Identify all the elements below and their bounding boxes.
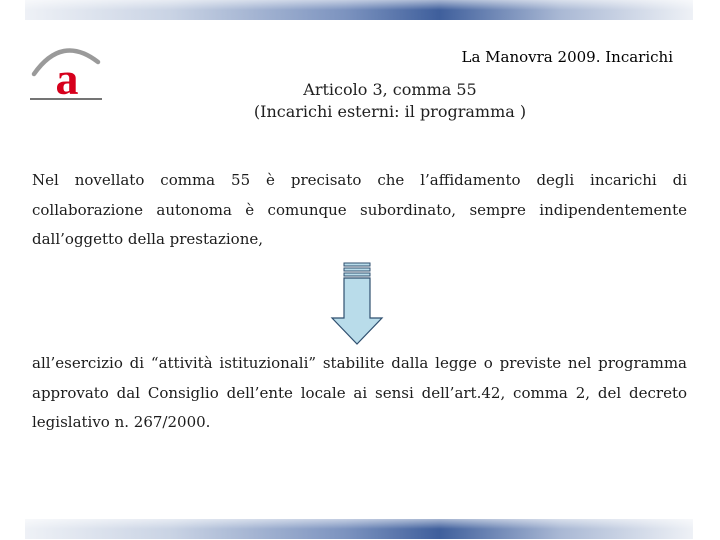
- slide-header-title: La Manovra 2009. Incarichi: [461, 48, 673, 66]
- down-arrow-icon: [330, 262, 384, 346]
- article-subheading: (Incarichi esterni: il programma ): [253, 102, 527, 121]
- bottom-decorative-bar: [25, 519, 693, 539]
- svg-text:a: a: [55, 53, 79, 102]
- top-decorative-bar: [25, 0, 693, 20]
- paragraph-intro: Nel novellato comma 55 è precisato che l’affidamento degli incarichi di collaborazione autonoma è comunque subordinato, sempre indipendentemente dall’oggetto della prestazione,: [32, 171, 687, 248]
- paragraph-conclusion: all’esercizio di “attività istituzionali” stabilite dalla legge o previste nel programma approvato dal Consiglio dell’ente locale ai sensi dell’art.42, comma 2, del decreto legislativo n. 267/2000.: [32, 354, 687, 431]
- article-heading: Articolo 3, comma 55: [303, 80, 477, 99]
